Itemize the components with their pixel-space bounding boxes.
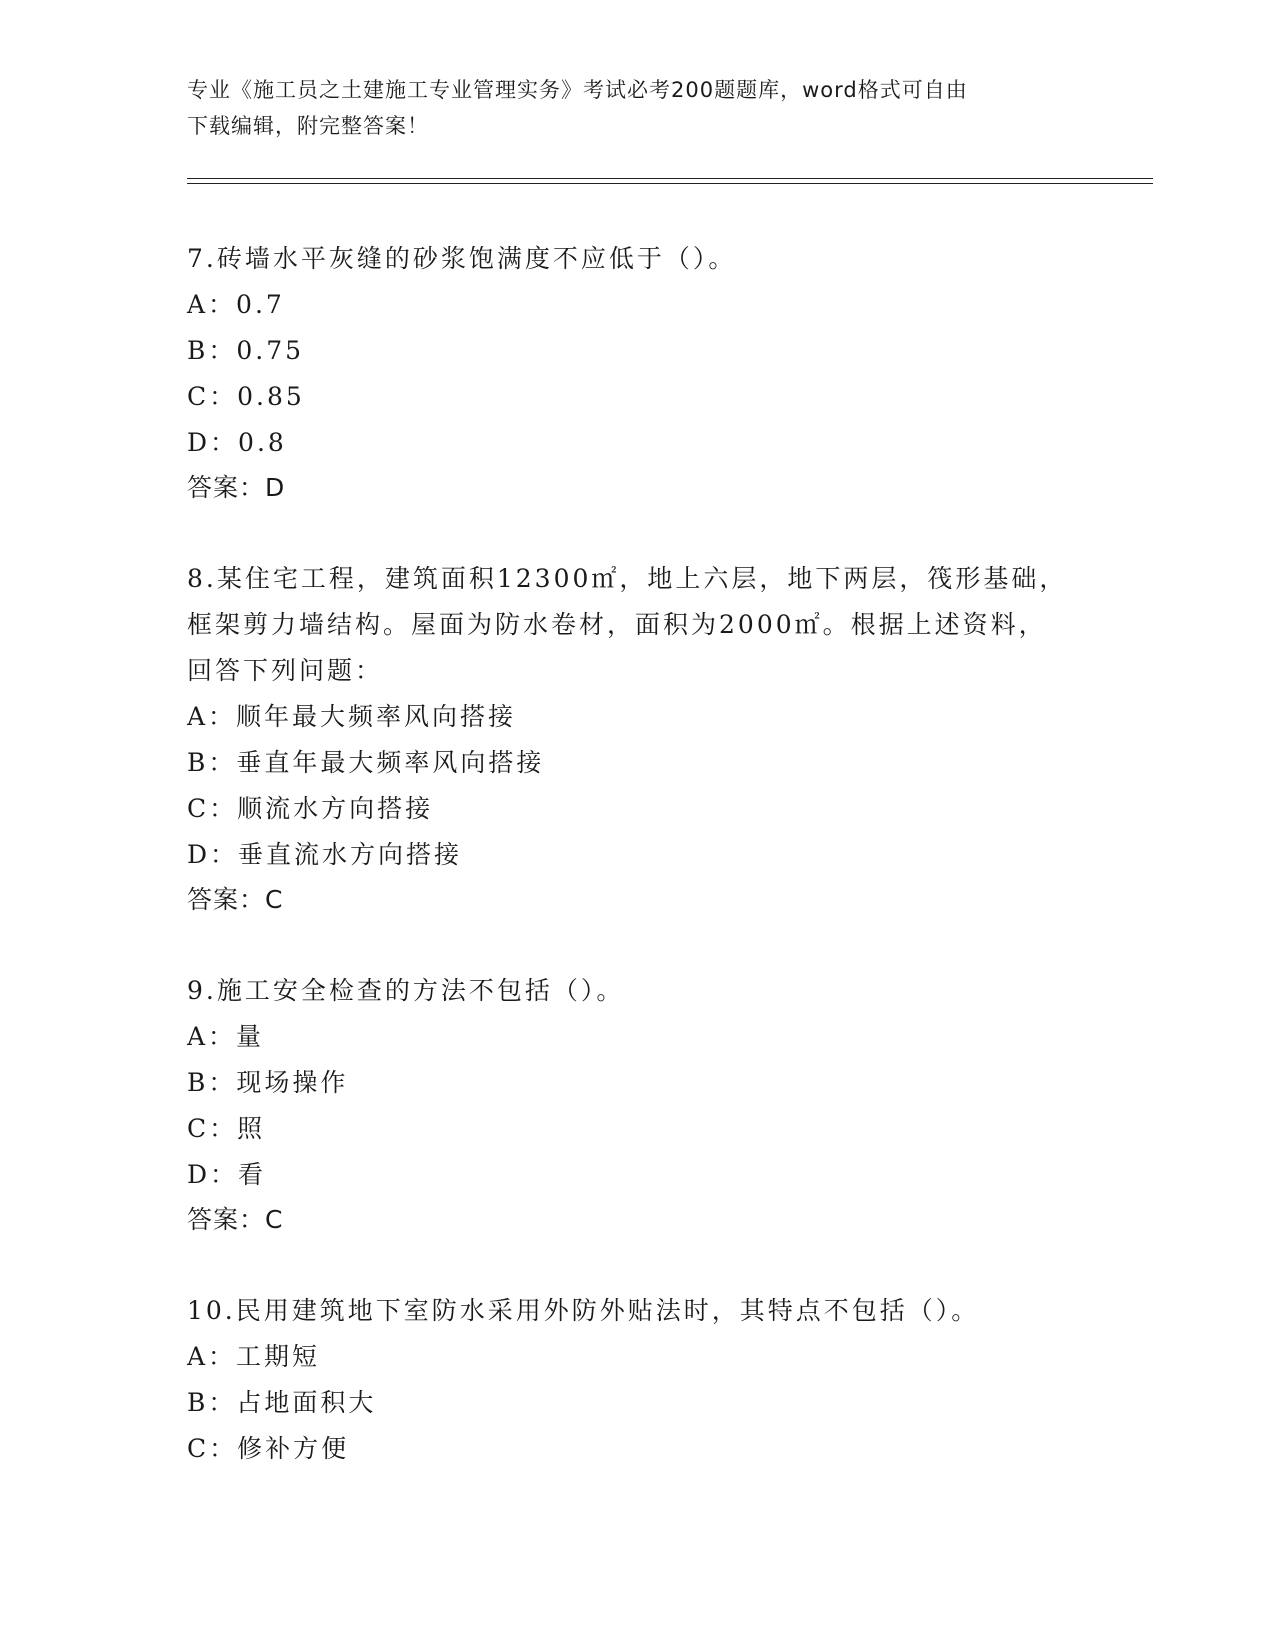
header-line-2: 下载编辑，附完整答案！: [187, 114, 429, 138]
answer-text: 答案：D: [187, 473, 286, 502]
option-b: B：现场操作: [187, 1068, 349, 1097]
answer-text: 答案：C: [187, 1205, 284, 1234]
document-header: [187, 72, 1087, 144]
question-stem-line-3: 回答下列问题：: [187, 656, 384, 685]
option-d: D：垂直流水方向搭接: [187, 840, 463, 869]
option-c: C：顺流水方向搭接: [187, 794, 434, 823]
question-10: [187, 1288, 1087, 1472]
question-7: [187, 236, 1087, 510]
option-d: D：0.8: [187, 428, 287, 457]
question-8: [187, 556, 1087, 922]
question-stem: 9.施工安全检查的方法不包括（）。: [187, 976, 625, 1005]
option-b: B：垂直年最大频率风向搭接: [187, 748, 545, 777]
option-a: A：0.7: [187, 290, 285, 319]
option-a: A：顺年最大频率风向搭接: [187, 702, 517, 731]
header-line-1: 专业《施工员之土建施工专业管理实务》考试必考200题题库，word格式可自由: [187, 78, 968, 102]
question-list: [187, 236, 1087, 1518]
option-c: C：0.85: [187, 382, 305, 411]
option-b: B：占地面积大: [187, 1388, 377, 1417]
question-9: [187, 968, 1087, 1242]
option-a: A：量: [187, 1022, 265, 1051]
question-stem-line-1: 8.某住宅工程，建筑面积12300㎡，地上六层，地下两层，筏形基础，: [187, 564, 1068, 593]
option-d: D：看: [187, 1160, 267, 1189]
option-c: C：修补方便: [187, 1434, 350, 1463]
header-divider-bottom: [187, 183, 1153, 184]
question-stem: 10.民用建筑地下室防水采用外防外贴法时，其特点不包括（）。: [187, 1296, 980, 1325]
option-c: C：照: [187, 1114, 266, 1143]
header-divider-top: [187, 178, 1153, 179]
question-stem-line-2: 框架剪力墙结构。屋面为防水卷材，面积为2000㎡。根据上述资料，: [187, 610, 1047, 639]
answer-text: 答案：C: [187, 885, 284, 914]
option-a: A：工期短: [187, 1342, 321, 1371]
question-stem: 7.砖墙水平灰缝的砂浆饱满度不应低于（）。: [187, 244, 737, 273]
option-b: B：0.75: [187, 336, 305, 365]
